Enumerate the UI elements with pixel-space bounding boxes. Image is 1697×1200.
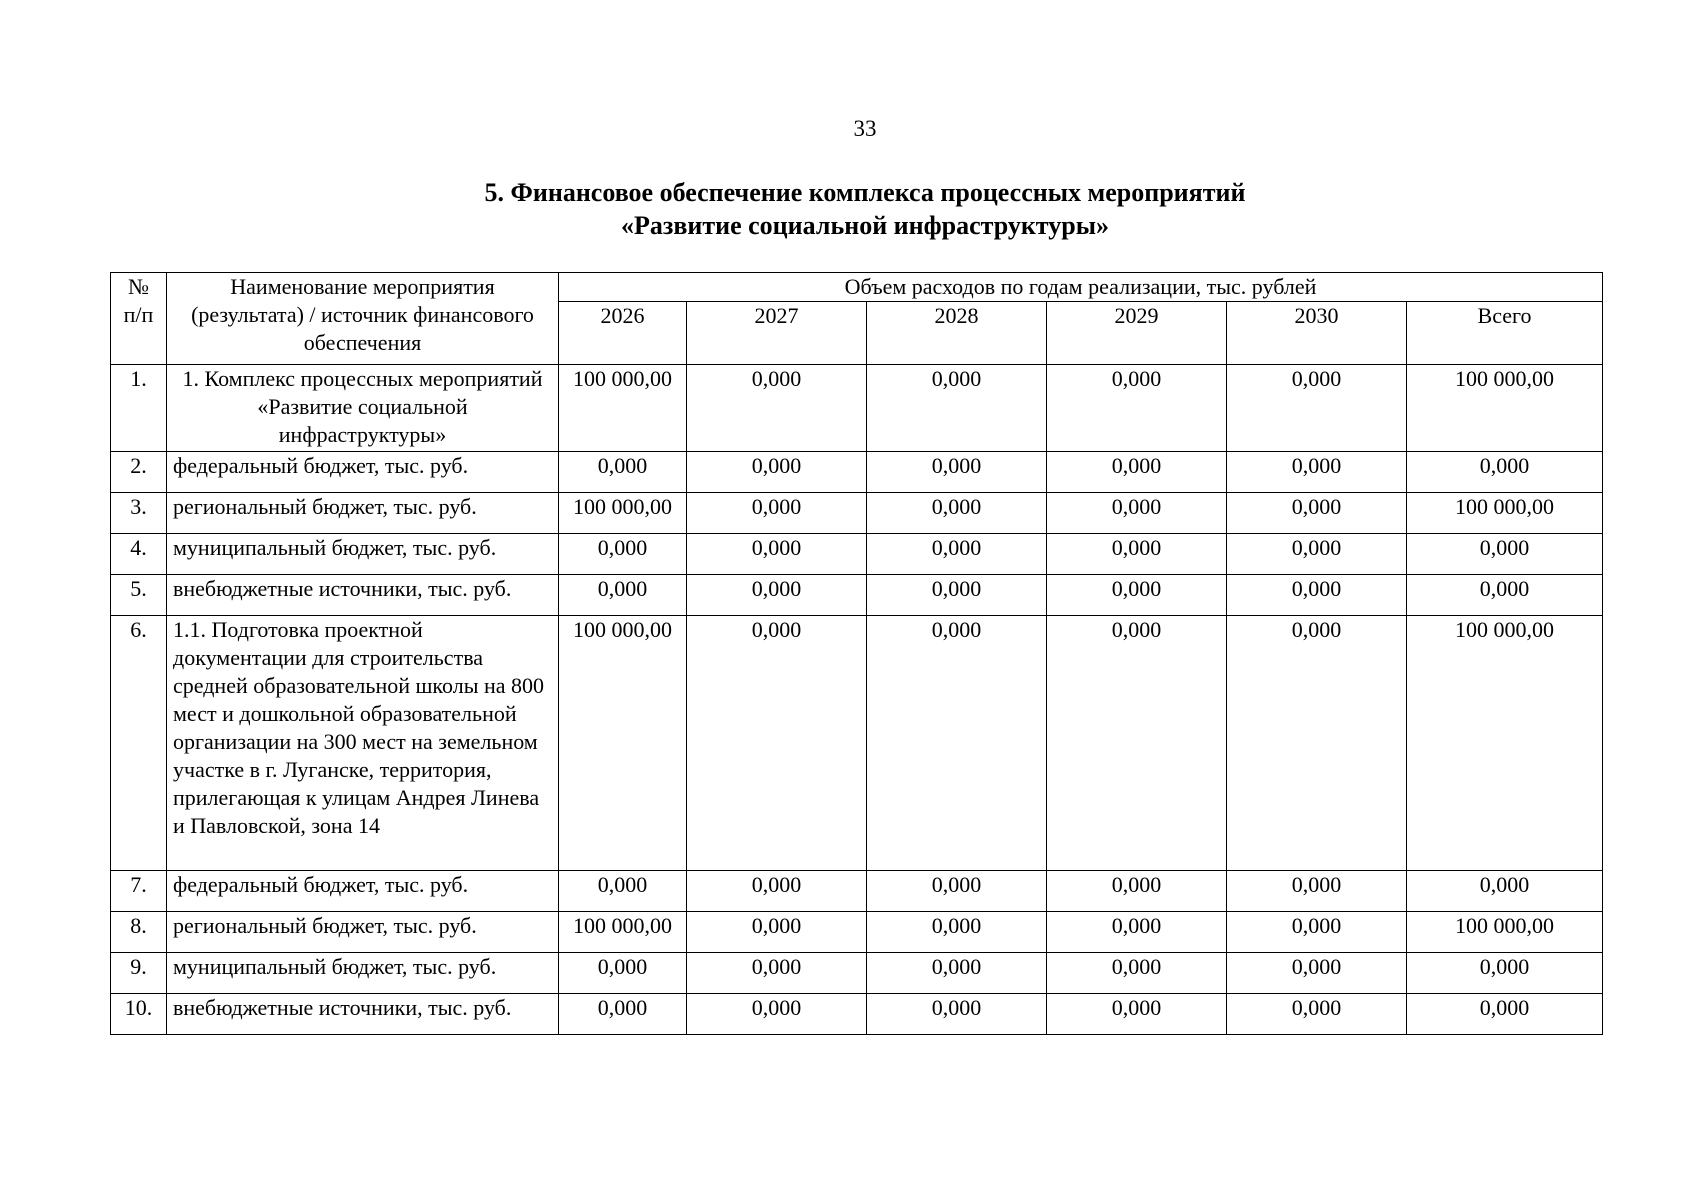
row-name: 1.1. Подготовка проектной документации для строительства средней образовательной школы на 800 мест и дошкольной образовательной организации на 300 мест на земельном участке в г. Луганске, территория, прилегающая к улицам Андрея Линева и Павловской, зона 14 [167,616,559,871]
header-year-2029: 2029 [1047,302,1227,365]
row-value-2029: 0,000 [1047,912,1227,953]
row-num: 9. [111,953,167,994]
row-value-2027: 0,000 [687,575,867,616]
row-value-2030: 0,000 [1227,365,1407,452]
header-num: № п/п [111,273,167,365]
row-num: 7. [111,871,167,912]
row-value-2029: 0,000 [1047,452,1227,493]
row-num: 8. [111,912,167,953]
table-row [111,912,1603,953]
row-value-2030: 0,000 [1227,616,1407,871]
row-value-total: 0,000 [1407,871,1603,912]
table-row [111,534,1603,575]
row-value-total: 100 000,00 [1407,912,1603,953]
row-value-total: 100 000,00 [1407,365,1603,452]
row-value-2027: 0,000 [687,953,867,994]
row-value-2028: 0,000 [867,994,1047,1035]
header-year-2030: 2030 [1227,302,1407,365]
header-expenses-group: Объем расходов по годам реализации, тыс. рублей [559,273,1603,302]
table-row [111,994,1603,1035]
table-row [111,493,1603,534]
row-value-2026: 0,000 [559,452,687,493]
row-value-2026: 100 000,00 [559,493,687,534]
row-value-2026: 0,000 [559,994,687,1035]
row-value-2028: 0,000 [867,575,1047,616]
row-value-total: 100 000,00 [1407,616,1603,871]
header-year-2028: 2028 [867,302,1047,365]
row-value-2027: 0,000 [687,493,867,534]
row-value-total: 0,000 [1407,534,1603,575]
row-name: федеральный бюджет, тыс. руб. [167,871,559,912]
row-value-2027: 0,000 [687,871,867,912]
row-value-2028: 0,000 [867,452,1047,493]
page-number: 33 [853,116,877,141]
row-num: 6. [111,616,167,871]
section-title-line-2: «Развитие социальной инфраструктуры» [621,211,1109,240]
header-total: Всего [1407,302,1603,365]
row-value-2028: 0,000 [867,912,1047,953]
row-value-2029: 0,000 [1047,575,1227,616]
row-name: муниципальный бюджет, тыс. руб. [167,534,559,575]
row-name: внебюджетные источники, тыс. руб. [167,994,559,1035]
header-name: Наименование мероприятия (результата) / источник финансового обеспечения [167,273,559,365]
table-row [111,575,1603,616]
header-year-2026: 2026 [559,302,687,365]
row-value-2030: 0,000 [1227,452,1407,493]
row-value-2028: 0,000 [867,871,1047,912]
row-num: 10. [111,994,167,1035]
row-value-2030: 0,000 [1227,912,1407,953]
row-name: региональный бюджет, тыс. руб. [167,493,559,534]
row-value-2027: 0,000 [687,616,867,871]
row-value-2027: 0,000 [687,912,867,953]
row-value-total: 0,000 [1407,953,1603,994]
row-value-2029: 0,000 [1047,994,1227,1035]
row-num: 5. [111,575,167,616]
table-row [111,953,1603,994]
row-value-2029: 0,000 [1047,953,1227,994]
row-value-2030: 0,000 [1227,953,1407,994]
row-num: 2. [111,452,167,493]
section-title [0,176,1697,242]
row-value-2030: 0,000 [1227,871,1407,912]
row-value-2029: 0,000 [1047,616,1227,871]
row-num: 4. [111,534,167,575]
row-value-total: 0,000 [1407,994,1603,1035]
row-value-2030: 0,000 [1227,994,1407,1035]
row-value-2027: 0,000 [687,365,867,452]
row-name: 1. Комплекс процессных мероприятий «Развитие социальной инфраструктуры» [167,365,559,452]
row-value-2026: 0,000 [559,534,687,575]
row-value-2026: 100 000,00 [559,912,687,953]
table-row [111,616,1603,871]
row-value-2030: 0,000 [1227,575,1407,616]
table-row [111,365,1603,452]
table-header-row [111,273,1603,302]
row-value-2026: 0,000 [559,871,687,912]
row-value-2026: 100 000,00 [559,616,687,871]
financing-table [110,272,1603,1035]
row-value-2026: 0,000 [559,575,687,616]
row-value-2029: 0,000 [1047,493,1227,534]
row-value-2028: 0,000 [867,493,1047,534]
section-title-line-1: 5. Финансовое обеспечение комплекса процессных мероприятий [484,178,1246,207]
row-value-2028: 0,000 [867,534,1047,575]
table-row [111,871,1603,912]
row-value-2026: 0,000 [559,953,687,994]
row-value-2026: 100 000,00 [559,365,687,452]
row-value-2028: 0,000 [867,616,1047,871]
row-value-total: 0,000 [1407,452,1603,493]
row-value-2029: 0,000 [1047,365,1227,452]
table-row [111,452,1603,493]
row-value-2027: 0,000 [687,994,867,1035]
row-num: 3. [111,493,167,534]
row-value-2029: 0,000 [1047,534,1227,575]
row-name: внебюджетные источники, тыс. руб. [167,575,559,616]
row-num: 1. [111,365,167,452]
header-year-2027: 2027 [687,302,867,365]
row-value-2028: 0,000 [867,365,1047,452]
row-value-2030: 0,000 [1227,534,1407,575]
row-name: федеральный бюджет, тыс. руб. [167,452,559,493]
row-name: региональный бюджет, тыс. руб. [167,912,559,953]
row-value-2027: 0,000 [687,534,867,575]
row-value-2029: 0,000 [1047,871,1227,912]
row-value-2028: 0,000 [867,953,1047,994]
row-value-2030: 0,000 [1227,493,1407,534]
row-value-total: 100 000,00 [1407,493,1603,534]
row-name: муниципальный бюджет, тыс. руб. [167,953,559,994]
row-value-2027: 0,000 [687,452,867,493]
row-value-total: 0,000 [1407,575,1603,616]
